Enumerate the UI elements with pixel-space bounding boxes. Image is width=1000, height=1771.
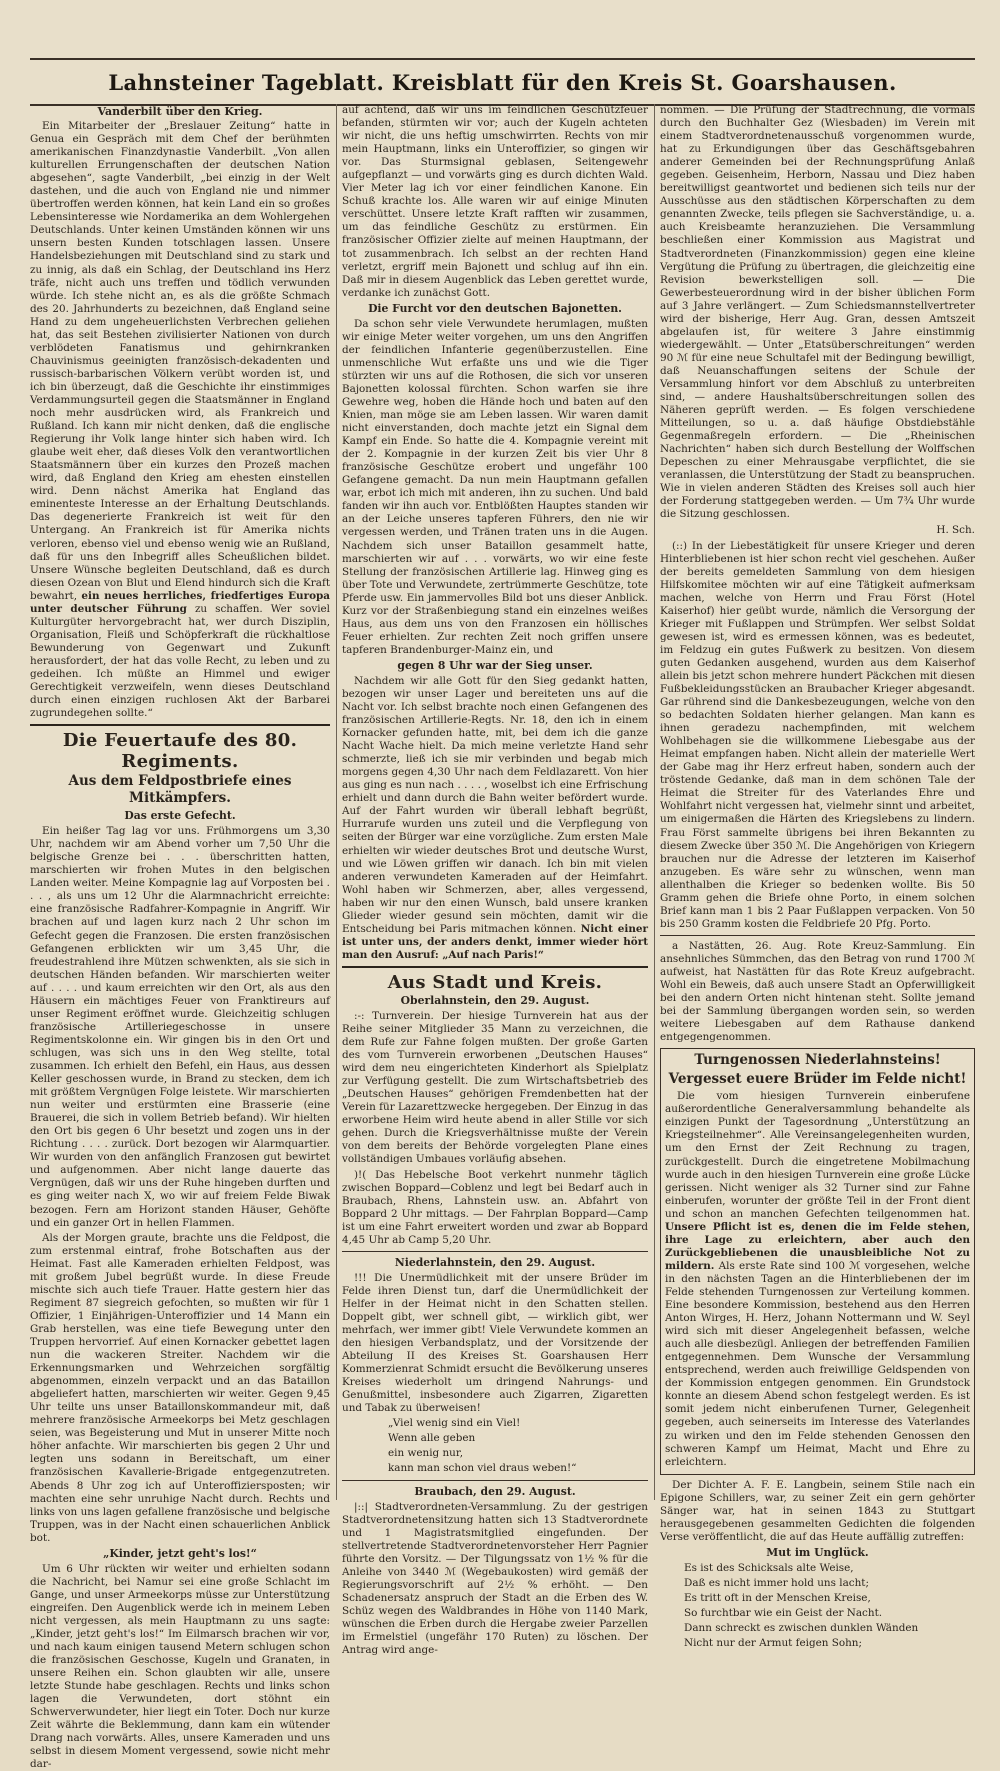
poem-line: „Viel wenig sind ein Viel!: [388, 1417, 521, 1430]
poem-line: Nicht nur der Armut feigen Sohn;: [684, 1637, 862, 1650]
poem-line: Dann schreckt es zwischen dunklen Wänden: [684, 1622, 919, 1635]
column-2: [342, 104, 649, 1657]
poem-title: Mut im Unglück.: [766, 1545, 869, 1559]
text-run: zu schaffen. Wer soviel Kulturgüter hervorgebracht hat, wer durch Disziplin, Organisation, Fleiß und Schöpferkraft die rückhaltlose Bewunderung von Gegenwart und Zukunft herausfordert, der hat das volle Recht, zu leben und zu gedeihen. Ich müßte an Himmel und ewiger Gerechtigkeit verzweifeln, wenn dieses Deutschland durch einen einzigen ruchlosen Akt der Barbarei zugrundegehen sollte.“: [30, 602, 330, 720]
text-run: Die vom hiesigen Turnverein einberufene außerordentliche Generalversammlung behandelte als einzigen Punkt der Tagesordnung „Unterstützung an Kriegsteilnehmer“. Alle Vereinsangelegenheiten wurden, um den Ernst der Zeit Rechnung zu tragen, zurückgestellt. Durch die eingetretene Mobilmachung wurde auch in den hiesigen Turnverein eine große Lücke gerissen. Nicht weniger als 32 Turner sind zur Fahne einberufen, worunter der größte Teil in der Front dient und schon an manchen Gefechten teilgenommen hat.: [665, 1090, 970, 1220]
article-paragraph: :-: Turnverein. Der hiesige Turnverein hat aus der Reihe seiner Mitglieder 35 Mann zu verzeichnen, die dem Rufe zur Fahne folgen mußten. Der große Garten des vom Turnverein erworbenen „Deutschen Hauses“ wird dem neu eingerichteten Kinderhort als Spielplatz zur Verfügung gestellt. Die zum Wirtschaftsbetrieb des „Deutschen Hauses“ gehörigen Fremdenbetten hat der Verein für Lazarettzwecke hergegeben. Der Einzug in das erworbene Heim wird heute abend in aller Stille vor sich gehen. Durch die Kriegsverhältnisse mußte der Verein von dem bereits der Behörde vorgelegten Plane eines vollständigen Umbaues vorläufig absehen.: [342, 1009, 648, 1166]
column-rule: [654, 104, 655, 1500]
article-title-feuertaufe: Die Feuertaufe des 80. Regiments.: [62, 730, 298, 773]
article-subtitle: Aus dem Feldpostbriefe eines Mitkämpfers.: [68, 773, 292, 807]
text-run: Nachdem wir alle Gott für den Sieg gedankt hatten, bezogen wir unser Lager und bereiteten uns auf die Nacht vor. Ich selbst brachte noch einen Gefangenen des französischen Artillerie-Regts. Nr. 18, den ich in einem Kornacker gefunden hatte, mit, bei dem ich die ganze Nacht Wache hielt. Da mich meine verletzte Hand sehr schmerzte, ließ ich sie mir verbinden und begab mich morgens gegen 4,30 Uhr nach dem Feldlazarett. Von hier aus ging es nun nach . . . . , woselbst ich eine Erfrischung erhielt und dann durch die Bahn weiter befördert wurde. Auf der Fahrt wurden wir überall lebhaft begrüßt, Hurrarufe wurden uns zuteil und die Verpflegung von seiten der Bürger war eine vorzügliche. Zum ersten Male erhielten wir wieder deutsches Brot und deutsche Wurst, und wie Löwen griffen wir danach. Ich bin mit vielen anderen verwundeten Kameraden auf der Heimfahrt. Wohl haben wir Schmerzen, aber, alles vergessend, haben wir nur den einen Wunsch, bald unsere kranken Glieder wieder gesund sein möchten, damit wir die Entscheidung bei Paris mitmachen können.: [342, 674, 648, 935]
article-paragraph: Da schon sehr viele Verwundete herumlagen, mußten wir einige Meter weiter vorgehen, um uns den Angriffen der feindlichen Infanterie gegenüberzustellen. Eine unmenschliche Wut erfaßte uns und wie die Tiger stürzten wir uns auf die Rothosen, die sich vor unseren Bajonetten kolossal fürchten. Schon warfen sie ihre Gewehre weg, hoben die Hände hoch und baten auf den Knien, man möge sie am Leben lassen. Wir waren damit nicht einverstanden, doch machte jetzt ein Signal dem Kampf ein Ende. So hatte die 4. Kompagnie vereint mit der 2. Kompagnie in der kurzen Zeit bis vier Uhr 8 französische Geschütze erobert und ungefähr 100 Gefangene gemacht. Da nun mein Hauptmann gefallen war, erbot ich mich mit anderen, ihn zu suchen. Und bald fanden wir ihn auch vor. Entblößten Hauptes standen wir an der Leiche unseres tapferen Führers, den nie wir vergessen werden, und Tränen traten uns in die Augen. Nachdem sich unser Bataillon gesammelt hatte, marschierten wir auf . . . vorwärts, wo wir eine feste Stellung der französischen Artillerie lag. Hinweg ging es über Tote und Verwundete, zertrümmerte Geschütze, tote Pferde usw. Ein jammervolles Bild bot uns dieser Anblick. Kurz vor der Straßenbiegung stand ein einzelnes weißes Haus, aus dem uns von den Franzosen ein höllisches Feuer erhielten. Zur rechten Zeit noch griffen unsere tapferen Brandenburger-Mainz ein, und: [342, 317, 648, 656]
turnverein-notice-box: [660, 1048, 975, 1474]
dateline: Oberlahnstein, den 29. August.: [400, 993, 590, 1007]
article-paragraph: [30, 120, 330, 720]
poem-line: ein wenig nur,: [388, 1447, 463, 1460]
divider: [30, 724, 330, 726]
article-paragraph: [342, 675, 648, 962]
masthead: Lahnsteiner Tageblatt. Kreisblatt für den Kreis St. Goarshausen.: [30, 58, 975, 106]
article-paragraph: Ein heißer Tag lag vor uns. Frühmorgens um 3,30 Uhr, nachdem wir am Abend vorher um 7,50 Uhr die belgische Grenze bei . . . überschritten hatten, marschierten wir frohen Mutes in den belgischen Landen weiter. Meine Kompagnie lag auf Vorposten bei . . . , als uns um 12 Uhr die Alarmnachricht erreichte: eine französische Radfahrer-Kompagnie in Angriff. Wir brachen auf und lagen kurz nach 2 Uhr schon im Gefecht gegen die Franzosen. Die ersten französischen Gefangenen erblickten wir um 3,45 Uhr, die freudestrahlend ihre Mützen schwenkten, als sie sich in deutschen Händen befanden. Wir marschierten weiter auf . . . . und kaum erreichten wir den Ort, als aus den Häusern ein mächtiges Feuer von Franktireurs auf unser Regiment eröffnet wurde. Gleichzeitig schlugen französische Artilleriegeschosse in unsere Regimentskolonne ein. Wir gingen bis in den Ort und schlugen, was sich uns in den Weg stellte, total zusammen. Ich erhielt den Befehl, ein Haus, aus dessen Keller geschossen wurde, in Brand zu stecken, dem ich mit größtem Vergnügen Folge leistete. Wir marschierten nun weiter und erstürmten eine Brasserie (eine Brauerei, die sich in vollem Betrieb befand). Wir hielten den Ort bis gegen 6 Uhr besetzt und zogen uns in der Richtung . . . . zurück. Dort bezogen wir Alarmquartier. Wir wurden von den anfänglich Franzosen gut bewirtet und aufgenommen. Aber nicht lange dauerte das Vergnügen, daß wir uns der Ruhe hingeben durften und es ging weiter nach X, wo wir auf freiem Felde Biwak bezogen. Fern am Horizont standen Häuser, Gehöfte und ein ganzer Ort in hellen Flammen.: [30, 825, 330, 1229]
bold-text: ein neues herrliches, friedfertiges Europa unter deutscher Führung: [30, 589, 330, 615]
poem-line: Wenn alle geben: [388, 1432, 476, 1445]
poem-line: Es ist des Schicksals alte Weise,: [684, 1561, 854, 1574]
section-heading: gegen 8 Uhr war der Sieg unser.: [397, 658, 593, 672]
divider: [342, 966, 648, 968]
article-paragraph: Der Dichter A. F. E. Langbein, seinem Stile nach ein Epigone Schillers, war, zu seiner Zeit ein gern gehörter Sänger war, hat in seinen 1843 zu Stuttgart herausgegebenen gesammelten Gedichten die folgenden Verse veröffentlicht, die auf das Heute auffällig zutreffen:: [660, 1478, 975, 1543]
article-paragraph: Als der Morgen graute, brachte uns die Feldpost, die zum erstenmal eintraf, frohe Botschaften aus der Heimat. Fast alle Kameraden erhielten Feldpost, was mit großem Jubel begrüßt wurde. In diese Freude mischte sich auch tiefe Trauer. Hatte gestern hier das Regiment 87 siegreich gefochten, so mußten wir für 1 Offizier, 1 Einjährigen-Unteroffizier und 14 Mann ein Grab herstellen, was eine tiefe Bewegung unter den Truppen hervorrief. Auf einen Kornacker gebettet lagen nun die wackeren Streiter. Nachdem wir die Erkennungsmarken und Wehrzeichen sorgfältig abgenommen, einzeln verpackt und an das Bataillon abgeliefert hatten, marschierten wir weiter. Gegen 9,45 Uhr teilte uns unser Bataillonskommandeur mit, daß mehrere französische Armeekorps bei Metz geschlagen seien, was Begeisterung und Mut in unserer Mitte noch höher anfachte. Wir marschierten bis gegen 2 Uhr und legten uns sodann in Bereitschaft, um einer französischen Kavallerie-Brigade entgegenzutreten. Abends 8 Uhr zog ich auf Unteroffiziersposten; wir machten eine sehr unruhige Nacht durch. Rechts und links von uns lagen gefallene französische und belgische Truppen, was in der Nacht einen schauerlichen Anblick bot.: [30, 1231, 330, 1544]
notice-title: Vergesset euere Brüder im Felde nicht!: [668, 1071, 967, 1088]
section-heading: Das erste Gefecht.: [124, 809, 236, 823]
bold-text: Nicht einer ist unter uns, der anders denkt, immer wieder hört man den Ausruf: „Auf nach Paris!“: [342, 922, 649, 961]
notice-paragraph: [665, 1090, 970, 1468]
section-heading: Die Furcht vor den deutschen Bajonetten.: [368, 301, 622, 315]
article-paragraph: Um 6 Uhr rückten wir weiter und erhielten sodann die Nachricht, bei Namur sei eine große Schlacht im Gange, und unser Armeekorps müsse zur Unterstützung eingreifen. Den Augenblick werde ich in meinem Leben nicht vergessen, als mein Hauptmann zu uns sagte: „Kinder, jetzt geht's los!“ Im Eilmarsch brachen wir vor, und nach kaum einigen tausend Metern schlugen schon die französischen Geschosse, Kugeln und Granaten, in unsere Reihen ein. Schon glaubten wir alle, unsere letzte Stunde habe geschlagen. Rechts und links schon lagen die Verwundeten, dort stöhnt ein Schwerverwundeter, hier liegt ein Toter. Doch nur kurze Zeit währte die Beklemmung, dann kam ein wütender Drang nach vorwärts. Alles, unsere Kameraden und uns selbst in diesem Moment vergessend, sowie nicht mehr dar-: [30, 1562, 330, 1771]
section-heading: „Kinder, jetzt geht's los!“: [103, 1546, 257, 1560]
poem-line: So furchtbar wie ein Geist der Nacht.: [684, 1607, 883, 1620]
article-paragraph: )!( Das Hebelsche Boot verkehrt nunmehr täglich zwischen Boppard—Coblenz und legt bei Bedarf auch in Braubach, Rhens, Lahnstein usw. an. Abfahrt von Boppard 2 Uhr mittags. — Der Fahrplan Boppard—Camp ist um eine Fahrt erweitert worden und zwar ab Boppard 4,45 Uhr ab Camp 5,20 Uhr.: [342, 1168, 648, 1246]
article-paragraph: nommen. — Die Prüfung der Stadtrechnung, die vormals durch den Buchhalter Gez (Wiesbaden) im Verein mit einem Stadtverordnetenausschuß vorgenommen wurde, hat zu Erkundigungen über das Geschäftsgebahren anderer Gemeinden bei der Rechnungsprüfung Anlaß gegeben. Geisenheim, Herborn, Nassau und Diez haben bereitwilligst geantwortet und bedienen sich teils nur der Ausschüsse aus den städtischen Körperschaften zu dem genannten Zwecke, teils pflegen sie Sachverständige, u. a. auch Kreisbeamte heranzuziehen. Die Versammlung beschließen einer Kommission aus Magistrat und Stadtverordneten (Finanzkommission) gegen eine kleine Vergütung die Prüfung zu übertragen, die gleichzeitig eine Revision bewerkstelligen soll. — Die Gewerbesteuerordnung wird in der bisher üblichen Form auf 3 Jahre verlängert. — Zum Schiedsmannstellvertreter wird der bisherige, Herr Aug. Gran, dessen Amtszeit abgelaufen ist, für weitere 3 Jahre einstimmig wiedergewählt. — Unter „Etatsüberschreitungen“ werden 90 ℳ für eine neue Schultafel mit der Bedingung bewilligt, daß Neuanschaffungen seitens der Schule der Versammlung hinfort vor dem Abschluß zu unterbreiten sind, — andere Haushaltsüberschreitungen sollen des Näheren geprüft werden. — Es folgen verschiedene Mitteilungen, so u. a. daß häufige Obstdiebstähle Gegenmaßregeln erfordern. — Die „Rheinischen Nachrichten“ haben sich durch Bestellung der Wolffschen Depeschen zu einer Mehrausgabe verpflichtet, die sie veranlassen, die Unterstützung der Stadt zu beanspruchen. Wie in vielen anderen Städten des Kreises soll auch hier der Forderung stattgegeben werden. — Um 7¾ Uhr wurde die Sitzung geschlossen.: [660, 104, 976, 521]
poem-line: kann man schon viel draus weben!“: [388, 1462, 577, 1475]
article-title-vanderbilt: Vanderbilt über den Krieg.: [97, 105, 263, 118]
article-paragraph: !!! Die Unermüdlichkeit mit der unsere Brüder im Felde ihren Dienst tun, darf die Unermüdlichkeit der Helfer in der Heimat nicht in den Schatten stellen. Doppelt gibt, wer schnell gibt, — wirklich gibt, wer mehrfach, wer immer gibt! Viele Verwundete kommen an den hiesigen Verbandsplatz, und der Vorsitzende der Abteilung II des Kreises St. Goarshausen Herr Kommerzienrat Schmidt ersucht die Bevölkerung unseres Kreises wiederholt um dringend Nahrungs- und Genußmittel, insbesondere auch Zigarren, Zigaretten und Tabak zu überweisen!: [342, 1271, 648, 1415]
divider: [342, 1480, 648, 1481]
divider: [342, 1251, 648, 1252]
poem-line: Es tritt oft in der Menschen Kreise,: [684, 1591, 871, 1604]
columns: [30, 104, 976, 1771]
bold-text: Unsere Pflicht ist es, denen die im Felde stehen, ihre Lage zu erleichtern, aber auch den Zurückgebliebenen die unausbleibliche Not zu mildern.: [665, 1220, 970, 1272]
article-paragraph: |::| Stadtverordneten-Versammlung. Zu der gestrigen Stadtverordnetensitzung hatten sich 13 Stadtverordnete und 1 Magistratsmitglied eingefunden. Der stellvertretende Stadtverordnetenvorsteher Herr Pagnier führte den Vorsitz. — Der Tilgungssatz von 1½ % für die Anleihe von 3440 ℳ (Wegebaukosten) wird gemäß der Regierungsvorschrift auf 2½ % erhöht. — Den Schadenersatz anspruch der Stadt an die Erben des W. Schüz wegen des Waldbrandes in Höhe von 1140 Mark, wünschen die Erben durch die Hergabe zweier Parzellen im Ermelstiel (ungefähr 170 Ruten) zu löschen. Der Antrag wird ange-: [342, 1500, 648, 1657]
article-paragraph: auf achtend, daß wir uns im feindlichen Geschützfeuer befanden, stürmten wir vor; auch der Kugeln achteten wir nicht, die uns heftig umschwirrten. Rechts von mir mein Hauptmann, links ein Unteroffizier, so gingen wir vor. Das Sturmsignal geblasen, Seitengewehr aufgepflanzt — und vorwärts ging es durch dichten Wald. Vier Meter lag ich vor einer feindlichen Kanone. Ein Schuß krachte los. Alle waren wir auf einige Minuten verschüttet. Unsere letzte Kraft rafften wir zusammen, um das feindliche Geschütz zu erstürmen. Ein französischer Offizier zielte auf meinen Hauptmann, der tot zusammenbrach. Ich selbst an der rechten Hand verletzt, ergriff mein Bajonett und schlug auf ihn ein. Daß mir in diesem Augenblick das Leben gerettet wurde, verdanke ich zunächst Gott.: [342, 104, 648, 299]
section-title-stadt-kreis: Aus Stadt und Kreis.: [387, 971, 603, 993]
dateline: Braubach, den 29. August.: [414, 1484, 576, 1498]
column-rule: [336, 104, 337, 1500]
dateline: Niederlahnstein, den 29. August.: [394, 1255, 596, 1269]
text-run: Ein Mitarbeiter der „Breslauer Zeitung“ hatte in Genua ein Gespräch mit dem Chef der berühmten amerikanischen Finanzdynastie Vanderbilt. „Von allen kulturellen Errungenschaften der deutschen Nation abgesehen“, sagte Vanderbilt, „bei einzig in der Welt dastehen, und die auch von England nie und nimmer übertroffen werden können, hat kein Land ein so großes Lebensinteresse wie Nordamerika an dem Wohlergehen Deutschlands. Unter keinen Umständen können wir uns unsern besten Kunden totschlagen lassen. Unsere Handelsbeziehungen mit Deutschland sind zu stark und zu innig, als daß ein Schlag, der Deutschland ins Herz träfe, nicht auch uns treffen und tödlich verwunden würde. Ich stehe nicht an, es als die größte Schmach des 20. Jahrhunderts zu bezeichnen, daß England seine Hand zu dem ungeheuerlichsten Verbrechen geliehen hat, das seit Bestehen zivilisierter Nationen von durch verblödeten Fanatismus und gehirnkranken Chauvinismus geeinigten französisch-dekadenten und russisch-barbarischen Völkern verübt worden ist, und ich bin überzeugt, daß die Geschichte ihr einstimmiges Verdammungsurteil gegen die Staatsmänner in England noch mehr ausdrücken wird, als Frankreich und Rußland. Ich kann mir nicht denken, daß die englische Regierung ihr Volk lange hinter sich haben wird. Ich glaube weit eher, daß dieses Volk den verantwortlichen Staatsmännern über ein kurzes den Prozeß machen wird, daß England den Krieg am ehesten einstellen wird. Denn nächst Amerika hat England das eminenteste Interesse an der Erhaltung Deutschlands. Das degenerierte Frankreich ist weit für den Untergang. An Frankreich ist für Amerika nichts verloren, ebenso viel und ebenso wenig wie an Rußland, daß für uns den Inbegriff alles Scheußlichen bildet. Unsere Wünsche begleiten Deutschland, daß es durch diesen Ozean von Blut und Elend hindurch sich die Kraft bewahrt,: [30, 120, 330, 602]
text-run: Als erste Rate sind 100 ℳ vorgesehen, welche in den nächsten Tagen an die Hinterbliebenen der im Felde stehenden Turngenossen zur Verteilung kommen. Eine besondere Kommission, bestehend aus den Herren Anton Wirges, H. Herz, Johann Nottermann und W. Seyl wird sich mit dieser Angelegenheit befassen, welche auch alle diesbezügl. Anliegen der betreffenden Familien entgegennehmen. Dem Wunsche der Versammlung entsprechend, werden auch freiwillige Geldspenden von der Kommission entgegen genommen. Ein Grundstock konnte an diesem Abend schon festgelegt werden. Es ist somit jedem nicht einberufenen Turner, Gelegenheit gegeben, auch seinerseits im Interesse des Vaterlandes zu wirken und den im Felde stehenden Genossen den schweren Kampf um Heimat, Macht und Ehre zu erleichtern.: [665, 1259, 970, 1468]
notice-title: Turngenossen Niederlahnsteins!: [694, 1052, 941, 1069]
column-3: [660, 104, 976, 1650]
article-paragraph: a Nastätten, 26. Aug. Rote Kreuz-Sammlung. Ein ansehnliches Sümmchen, das den Betrag von rund 1700 ℳ aufweist, hat Nastätten für das Rote Kreuz aufgebracht. Wohl ein Beweis, daß auch unsere Stadt an Opferwilligkeit bei den andern Orten nicht hintenan steht. Sollte jemand bei der Sammlung übergangen worden sein, so werden weitere Liebesgaben auf dem Rathause dankend entgegengenommen.: [660, 939, 975, 1044]
poem-line: Daß es nicht immer hold uns lacht;: [684, 1576, 869, 1589]
article-paragraph: (::) In der Liebestätigkeit für unsere Krieger und deren Hinterbliebenen ist hier schon recht viel geschehen. Außer der bereits gemeldeten Sammlung von dem hiesigen Hilfskomitee möchten wir auf eine Tätigkeit aufmerksam machen, welche von Herrn und Frau Först (Hotel Kaiserhof) hier geübt wurde, nämlich die Versorgung der Krieger mit Fußlappen und Strümpfen. Wer selbst Soldat gewesen ist, wird es ermessen können, was es bedeutet, im Feldzug ein gutes Fußwerk zu besitzen. Von diesem guten Gedanken ausgehend, wurden aus dem Kaiserhof allein bis jetzt schon mehrere hundert Päckchen mit diesen Fußbekleidungsstücken an Braubacher Krieger abgesandt. Gar rührend sind die Dankesbezeugungen, welche von den so bedachten Soldaten hierher gelangen. Man kann es ihnen geradezu nachempfinden, mit welchem Wohlbehagen sie die willkommene Liebesgabe aus der Heimat empfangen haben. Nicht allein der materielle Wert der Gabe mag ihr Herz erfreut haben, sondern auch der tröstende Gedanke, daß man in dem schönen Tale der Heimat die Streiter für des Vaterlandes Ehre und Wohlfahrt nicht vergessen hat, vielmehr sinnt und arbeitet, um einigermaßen die Härten des Kriegslebens zu lindern. Frau Först sammelte übrigens bei ihren Bekannten zu diesem Zwecke über 350 ℳ. Die Angehörigen von Kriegern brauchen nur die Adresse der letzteren im Kaiserhof anzugeben. Es wäre sehr zu wünschen, wenn man allenthalben die Krieger so bedenken wollte. Bis 50 Gramm gehen die Briefe ohne Porto, in einem solchen Brief kann man 1 bis 2 Paar Fußlappen verpacken. Von 50 bis 250 Gramm kosten die Feldbriefe 20 Pfg. Porto.: [660, 539, 975, 930]
column-1: [30, 104, 330, 1771]
signature: H. Sch.: [936, 523, 975, 536]
divider: [660, 935, 975, 936]
